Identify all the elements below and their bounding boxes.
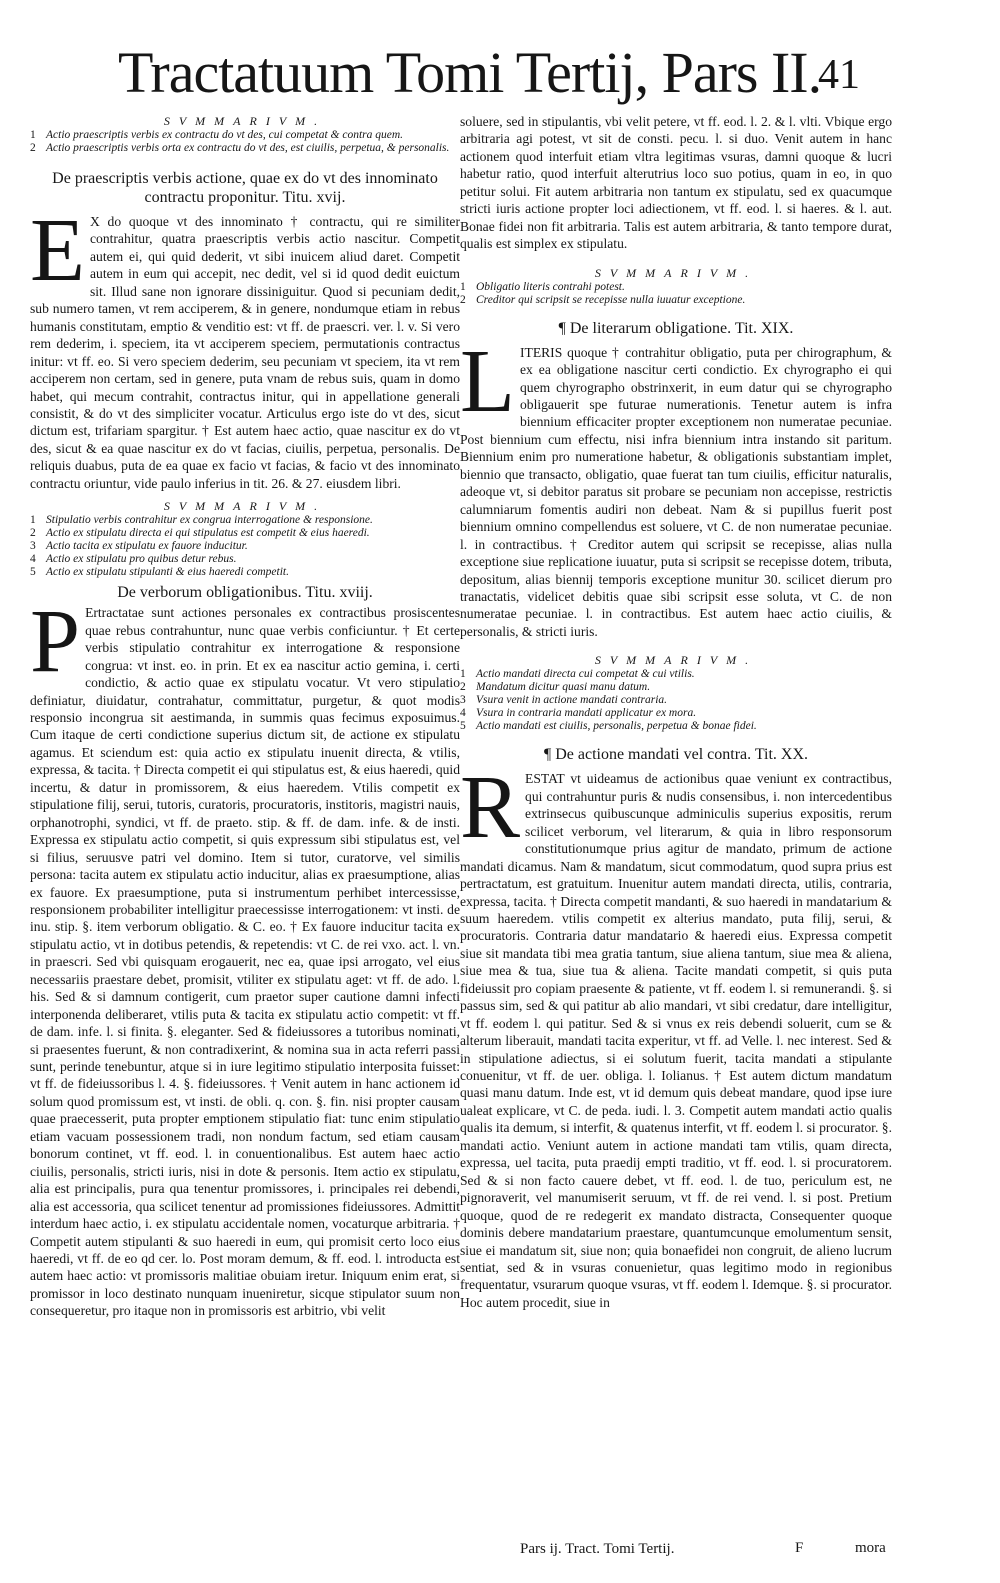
summarium-item: 2 Creditor qui scripsit se recepisse nulla iuuatur exceptione.	[460, 293, 746, 306]
summarium-item: 1 Obligatio literis contrahi potest.	[460, 280, 625, 293]
drop-cap: E	[30, 201, 85, 300]
drop-cap: P	[30, 592, 81, 692]
drop-cap: L	[460, 331, 515, 431]
section-title: ¶ De literarum obligatione. Tit. XIX.	[558, 319, 794, 337]
running-head: Tractatuum Tomi Tertij, Pars II.	[118, 40, 822, 105]
summarium-heading: SVMMARIVM.	[594, 265, 758, 280]
summarium-item: 1 Stipulatio verbis contrahitur ex congrua interrogatione & responsione.	[30, 514, 373, 527]
summarium-item: 4 Actio ex stipulatu pro quibus detur rebus.	[30, 553, 237, 566]
body-paragraph: P Ertractatae sunt actiones personales ex contractibus prosiscentes quae rebus contrahuntur, nunc quae verbis conficiuntur. † Et certe verbis stipulatio contrahitur ex interrogatione & responsione congrua: vt inst. eo. in prin. Et ex ea nascitur actio gemina, i. certi condictio, & actio quae ex stipulatu vocatur. Vt vero stipulatio definiatur, diuidatur, contrahatur, committatur, purgetur, & quot modis responsio incongrua sit aestimanda, in summis quas fecimus exposuimus. Cum itaque de certi condictione superius dictum sit, de actione ex stipulatu agamus. Et sciendum est: quia actio ex stipulatu inuenit directa, & vtilis, expressa, & tacita. † Directa competit ei qui stipulatus est, & eius haeredi, quid incertu, & datur in promissorem, & eius haeredem. Vtilis competit ex stipulatione filij, serui, tutoris, curatoris, procuratoris, institoris, magistri nauis, orphanotrophi, syndici, vt ff. de praeto. stip. & ff. de dam. infe. & de insti. Expressa ex stipulatu actio competit, si quis expressum sibi stipulatus est, vel si filius, seruusve patri vel domino. Item si tutor, curatorve, vel similis persona: tacita autem ex stipulatu actio inducitur, alias ex praesumptione, alias ex fauore. Ex praesumptione, puta si instrumentum perhibet intercessisse, responsionem probabiliter intelligitur praecessisse interrogationem: vt insti. de inu. stip. §. item verborum obligatio. & C. eo. † Ex fauore inducitur tacita ex stipulatu actio, vt in dotibus petendis, & repetendis: vt C. de rei vxo. act. l. vn. in praescri. Sed vbi quisquam erogauerit, nec ea, quae ipsi arrogato, vel eius necessariis praestare debet, promisit, vtiliter ex stipulatu aget: vt ff. de ado. l. his. Sed & si damnum contigerit, cum praetor super cautione damni infecti interponenda deliberaret, vtilis puta & tacita ex stipulatu actio competit: vt ff. de dam. infe. l. si finita. §. eleganter. Sed & fideiussores a tutoribus nominati, si praesentes fuerunt, & non contradixerint, & nomina sua in acta referri passi sunt, perinde tenebuntur, atque si in iure legitimo stipulatio interposita fuisset: vt ff. de fideiussoribus l. 4. §. fideiussores. † Venit autem in hanc actionem id solum quod promissum est, vt insti. de obli. q. con. §. fin. nisi propter causam quae praecesserit, puta propter emptionem stipulatio fiat: tunc enim stipulatio etiam vacuam possessionem tradi, non nondum factum, sed etiam causam bonorum continet, vt ff. eod. l. in conuentionalibus. Est autem haec actio ciuilis, personalis, stricti iuris, nisi in dote & personis. Item actio ex stipulatu, alia est principalis, pura qua tenentur promissores, i. principales rei debendi, alia est accessoria, qua scilicet tenentur ad promissiones fideiussores. Admittit interdum haec actio, i. ex stipulatu accidentale nomen, vocaturque arbitraria. † Competit autem stipulanti & suo haeredi in eum, qui promisit certo loco eius haeredi, vt ff. de eo qd cer. lo. Post moram demum, & ff. eod. l. introducta est autem haec actio: vt promissoris malitiae obuiam iretur. Iniquum enim erat, si promissor in loco destinato nunquam inueniretur, sicque stipulator suum non consequeretur, pro itaque non in promissoris est arbitrio, vbi velit	[30, 592, 460, 1319]
summarium-list	[460, 668, 892, 733]
summarium-item: 5 Actio mandati est ciuilis, personalis, perpetua & bonae fidei.	[460, 720, 757, 733]
summarium-heading: SVMMARIVM.	[163, 499, 327, 514]
signature-line: Pars ij. Tract. Tomi Tertij.	[520, 1541, 675, 1557]
right-column	[460, 113, 892, 1563]
body-paragraph: soluere, sed in stipulantis, vbi velit petere, vt ff. eod. l. 2. & l. vlti. Vbique ergo arbitraria agi potest, vt sit de consti. pecu. l. si duo. Venit autem in hanc actionem quod interfuit etiam vltra legitimas vsuras, damni quoque & lucri habetur ratio, quod interfuit alterutrius loco suo potius, quam in eo, in quo petitur solui. Fit autem arbitraria non tantum ex stipulatu, sed ex quacumque stricti iuris actione propter loci adiectionem, vt ff. eod. l. si haeres. & l. aut. Bonae fidei non fit arbitraria. Talis est autem arbitraria, & tanto tempore durat, qualis est simplex ex stipulatu.	[460, 114, 892, 252]
summarium-heading: SVMMARIVM.	[594, 653, 758, 668]
left-column	[30, 113, 460, 1563]
summarium-item: 3 Actio tacita ex stipulatu ex fauore inducitur.	[30, 540, 248, 553]
summarium-item: 1 Actio praescriptis verbis ex contractu do vt des, cui competat & contra quem.	[30, 129, 404, 141]
summarium-item: 3 Vsura venit in actione mandati contraria.	[460, 694, 668, 707]
body-paragraph: RESTAT vt uideamus de actionibus quae veniunt ex contractibus, qui contrahuntur puris & nudis consensibus, i. non intercedentibus extrinsecus quibuscunque adminiculis superius expositis, rerum scilicet verborum, vel literarum, & quia in libro responsorum constitutionumque prius agitur de mandato, primum de actione mandati dicamus. Nam & mandatum, sicut commodatum, quod supra prius est pertractatum, est gratuitum. Inuenitur autem mandati directa, utilis, contraria, expressa, tacita. † Directa competit mandanti, & suo haeredi in mandatarium & suum haeredem. vtilis competit ex alterius mandato, puta filij, serui, & procuratoris. Contraria datur mandatario & haeredi eius. Expressa competit siue sit mandata tibi mea gratia tantum, siue aliena tantum, siue mea & aliena, siue mea & tua, siue tua & aliena. Tacite mandati competit, si quis puta fideiussit pro copiam praesente & patiente, vt ff. eodem l. si remunerandi. §. si passus sim, sed & qui patitur ab alio mandari, vt sibi credatur, dare intelligitur, vt ff. eodem l. qui patitur. Sed & si vnus ex reis debendi soluerit, cum se & alterum liberauit, mandati tacita experitur, vt ff. ad Velle. l. nec interest. Sed & in stipulatione adiectus, si ei solutum fuerit, tacita mandati a stipulante conuenitur, vt ff. de uer. obliga. l. Iolianus. † Est autem dictum mandatum quasi manu datum. Inde est, vt id demum quis debeat mandare, quod ipse iure ualeat explicare, vt C. de peda. iudi. l. 3. Competit autem mandati actio qualis qualis ita demum, si interfit, & quatenus interfit, vt ff. eodem l. si procurator. §. mandati actio. Veniunt autem in actione mandati tam vtilis, quam directa, expressa, uel tacita, puta praedij empti traditio, vt ff. eod. l. si procuratorem. Sed & si non facto cauere debet, vt ff. eod. l. de tuo, periculum est, ne pignoraverit, vel manumiserit seruum, vt ff. de rei vend. l. si post. Pretium quoque, quod de re redegerit ex mandato distracta, Consequenter quoque dominis debere mandatarium praestare, quantumcunque emolumentum sensit, siue ei mandatum sit, siue non; quia bonaefidei non congruit, de alieno lucrum sentiat, sed & in vsuras conuenietur, quas legitimo modo in regionibus frequentatur, vsurarum quoque vsuras, vt ff. eodem l. Idemque. §. si procurator. Hoc autem procedit, siue in	[460, 758, 892, 1310]
summarium-heading: SVMMARIVM.	[163, 114, 327, 128]
summarium-item: 4 Vsura in contraria mandati applicatur ex mora.	[460, 707, 697, 720]
body-paragraph: E X do quoque vt des innominato † contractu, qui re similiter contrahitur, quatra praescriptis verbis actio nascitur. Competit autem ei, qui quid dederit, vt sibi inuicem aliud daret. Competit autem in eum qui accepit, nec dedit, vel si id quod dedit euictum sit. Illud sane non ignorare dissiniguitur. Quod si pecuniam dedit, sub numero tamen, vt rem acciperem, & in genere, nondumque etiam in rebus humanis constitutam, emptio & venditio est: vt ff. de praescri. ver. l. v. Si vero rem dederim, i. speciem, ita vt acciperem speciem, permutationis contractus initur: vt ff. eo. Si vero speciem dederim, seu pecuniam vt speciem, ita vt rem acciperem non certam, sed in genere, puta vnam de rebus suis, quam in domo habet, qui mecum contrahit, contractus initur, qui in appellatione generali consistit, & do vt des simpliciter vocatur. Articulus ergo iste do vt des, sicut dictum est, trifariam spargitur. † Est autem haec actio, quae nascitur ex do vt des, sicut & ea quae nascitur ex do vt facias, ciuilis, perpetua, personalis. De reliquis duabus, puta de ea quae ex facio vt facias, & facio vt des innominato contractu oriuntur, vide paulo inferius in tit. 26. & 27. eiusdem libri.	[30, 201, 460, 491]
summarium-item: 2 Mandatum dicitur quasi manu datum.	[460, 681, 651, 694]
page-number: 41	[818, 52, 860, 98]
section-title: De praescriptis verbis actione, quae ex do vt des innominato contractu proponitur. Titu. xvij.	[52, 170, 438, 206]
catchword: mora	[855, 1540, 886, 1556]
summarium-item: 2 Actio ex stipulatu directa ei qui stipulatus est competit & eius haeredi.	[30, 527, 370, 540]
summarium-list	[30, 129, 460, 155]
summarium-item: 1 Actio mandati directa cui competat & cui vtilis.	[460, 668, 695, 681]
drop-cap: R	[460, 758, 521, 858]
section-title: De verborum obligationibus. Titu. xviij.	[117, 584, 373, 602]
summarium-list	[30, 514, 460, 579]
body-paragraph: LITERIS quoque † contrahitur obligatio, puta per chirographum, & ex ea obligatione nascitur certi condictio. Ex chyrographo ei qui quem chyrographo obstrinxerit, in eum datur qui se chyrographo obligauerit spe futurae numerationis. Tenetur autem is infra biennium efficaciter propter exceptionem non numeratae pecuniae. Post biennium cum effectu, nisi infra biennium intra instando sit paritum. Biennium enim pro numeratione habetur, & obligationis substantiam implet, biennio que transacto, obligatio, quae fuerat tan tum ciuilis, efficitur naturalis, adeoque vt, si debitor paratus sit probare se pecuniam non accepisse, restrictis calumniarum fomentis audiri non debeat. Nam & si pupillus fuerit post biennium omnino compellendus est soluere, vt C. de non numeratae pecuniae. l. in contractibus. † Creditor autem qui scripsit se recepisse, alias nulla exceptione siue replicatione iuuatur, puta si scripsit se recepisse dotem, tributa, depositum, alias biennij temporis exceptione munitur 30. scilicet dierum pro tranactatis, videlicet debitis quae sibi scripsit esse soluta, vt C. de non numeratae pecuniae. l. in contractibus. Est autem haec actio ciuilis, & personalis, & stricti iuris.	[460, 331, 892, 639]
summarium-item: 2 Actio praescriptis verbis orta ex contractu do vt des, est ciuilis, perpetua, & personalis.	[30, 142, 450, 154]
summarium-item: 5 Actio ex stipulatu stipulanti & eius haeredi competit.	[30, 566, 289, 579]
signature-mark: F	[795, 1540, 804, 1556]
section-title: ¶ De actione mandati vel contra. Tit. XX.	[543, 746, 809, 764]
summarium-list	[460, 281, 892, 307]
